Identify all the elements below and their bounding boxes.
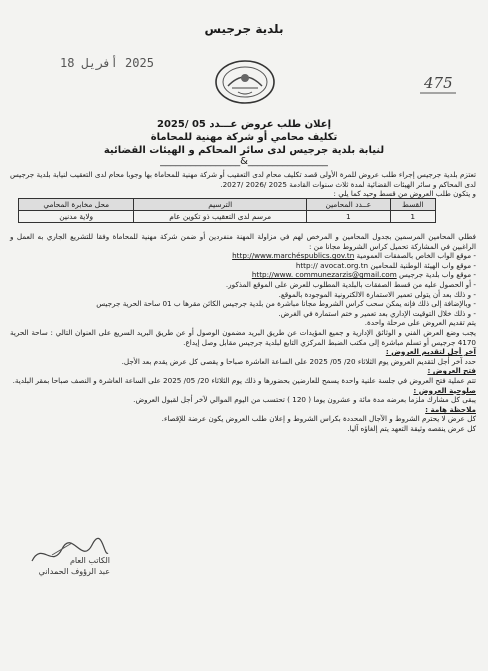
submission-text: يجب وضع العرض الفني و الوثائق الإدارية و جميع المؤيدات عن طريق البريد مضمون الوصول أو عن طريق البريد السريع على العنوان التالي : ساحة الحرية 4170 جرجيس أو تسلم مباشرة إلى مكتب الضبط المركزي التابع لبلدية جرجيس مقابل وصل إيداع. bbox=[10, 327, 476, 347]
opening-text: تتم عملية فتح العروض في جلسة علنية واحدة يسمح للعارضين بحضورها و ذلك يوم الثلاثاء 20/ 05/ 2025 على الساعة العاشرة و النصف صباحا بمقر البلدية. bbox=[12, 375, 476, 385]
table-cell: ولاية مدنين bbox=[19, 211, 134, 223]
bar-association-link[interactable]: http:// avocat.org.tn bbox=[295, 260, 369, 270]
site-procurement: - موقع الواب الخاص بالصفقات العمومية http://www.marchéspublics.gov.tn bbox=[232, 251, 476, 261]
intro-text: تعتزم بلدية جرجيس إجراء طلب عروض للمرة الأولى قصد تكليف محام لدى التعقيب أو شركة مهنية للمحاماة بها وجوبا محام لدى التعقيب لنيابة بلدية جرجيس لدى المحاكم و سائر الهيئات القضائية لمدة ثلاث سنوات القادمة 2025 /2026 /2027. bbox=[10, 170, 476, 189]
municipality-email-link[interactable]: http://www. communezarzis@gmail.com bbox=[251, 270, 397, 280]
title-line-3: لنيابة بلدية جرجيس لدى سائر المحاكم و الهيئات القضائية bbox=[103, 145, 385, 156]
municipal-seal-logo bbox=[214, 58, 276, 106]
opening-heading: فتح العروض : bbox=[427, 366, 476, 376]
site-municipality: - موقع واب بلدية جرجيس http://www. communezarzis@gmail.com bbox=[251, 270, 476, 280]
conditions-text: - و ذلك بعد أن يتولى تعمير الاستمارة الالكترونية الموجودة بالموقع. bbox=[278, 289, 476, 299]
note-item: كل عرض ينقصه وثيقة التعهد يتم إلغاؤه آليا. bbox=[347, 423, 476, 433]
site-bar: - موقع واب الهيئة الوطنية للمحامين http:// avocat.org.tn bbox=[295, 260, 476, 270]
title-line-1: إعلان طلب عروض عـــدد 05 /2025 bbox=[156, 119, 332, 130]
signature-block bbox=[20, 555, 110, 577]
title-line-2: تكليف محامي أو شركة مهنية للمحاماة bbox=[150, 132, 338, 143]
table-row bbox=[19, 211, 436, 223]
handwritten-number: 475 bbox=[424, 74, 453, 92]
eligibility-text: فطلي المحامين المرسمين بجدول المحامين و المرخص لهم في مزاولة المهنة منفردين أو ضمن شركة مهنية للمحاماة وفقا للتشريع الجاري به العمل و الراغبين في المشاركة تحميل كراس الشروط مجانا من : bbox=[10, 232, 476, 251]
conditions-text: - و ذلك خلال التوقيت الإداري بعد تعمير و ختم استمارة في الغرض. bbox=[278, 308, 476, 318]
announcement-title bbox=[0, 118, 488, 157]
table-cell: مرسم لدى التعقيب ذو تكوين عام bbox=[134, 211, 307, 223]
conditions-text: - وبالإضافة إلى ذلك فإنه يمكن سحب كراس الشروط مجانا مباشرة من بلدية جرجيس الكائن مقرها ب 01 ساحة الحرية جرجيس bbox=[96, 299, 476, 309]
title-separator: ________________&________________ bbox=[160, 156, 328, 167]
table-header-registration: الترسيم bbox=[134, 199, 307, 211]
note-item: كل عرض لا يحترم الشروط و الآجال المحددة بكراس الشروط و إعلان طلب العروض يكون عرضة للإقصاء. bbox=[161, 414, 476, 424]
municipality-header: بلدية جرجيس bbox=[204, 22, 284, 36]
table-header-lawyers-count: عــدد المحامين bbox=[307, 199, 391, 211]
conditions-text: يتم تقديم العروض على مرحلة واحدة. bbox=[364, 318, 476, 328]
conditions-section bbox=[10, 232, 476, 433]
date-stamp: 2025 أفريل 18 bbox=[60, 56, 154, 70]
deadline-text: حدد آخر أجل لتقديم العروض يوم الثلاثاء 20/ 05/ 2025 على الساعة العاشرة صباحا و يقصى كل عرض يقدم بعد الأجل. bbox=[121, 356, 476, 366]
table-cell: 1 bbox=[307, 211, 391, 223]
table-header-address: محل مخابرة المحامي bbox=[19, 199, 134, 211]
intro-paragraph bbox=[10, 170, 476, 199]
deadline-heading: آخر أجل لتقديم العروض : bbox=[385, 347, 476, 357]
table-header-lot: القسط bbox=[390, 199, 435, 211]
validity-heading: صلوحية العروض : bbox=[413, 385, 476, 395]
conditions-text: - أو الحصول عليه من قسط الصفقات بالبلدية المطلوب للعرض على الموقع المذكور. bbox=[225, 279, 476, 289]
notes-heading: ملاحظة هامة : bbox=[425, 404, 476, 414]
signatory-title: الكاتب العام bbox=[69, 556, 110, 565]
handwritten-underline bbox=[418, 90, 458, 96]
table-cell: 1 bbox=[390, 211, 435, 223]
validity-text: يبقى كل مشارك ملزما بعرضه مدة مائة و عشرون يوما ( 120 ) تحتسب من اليوم الموالي لآخر أجل لقبول العروض. bbox=[133, 395, 476, 405]
signatory-name: عبد الرؤوف الحمداني bbox=[38, 567, 110, 576]
intro-lot-text: و يتكون طلب العروض من قسط وحيد كما يلي : bbox=[333, 189, 476, 199]
procurement-link[interactable]: http://www.marchéspublics.gov.tn bbox=[232, 251, 355, 261]
lots-table bbox=[18, 198, 436, 223]
